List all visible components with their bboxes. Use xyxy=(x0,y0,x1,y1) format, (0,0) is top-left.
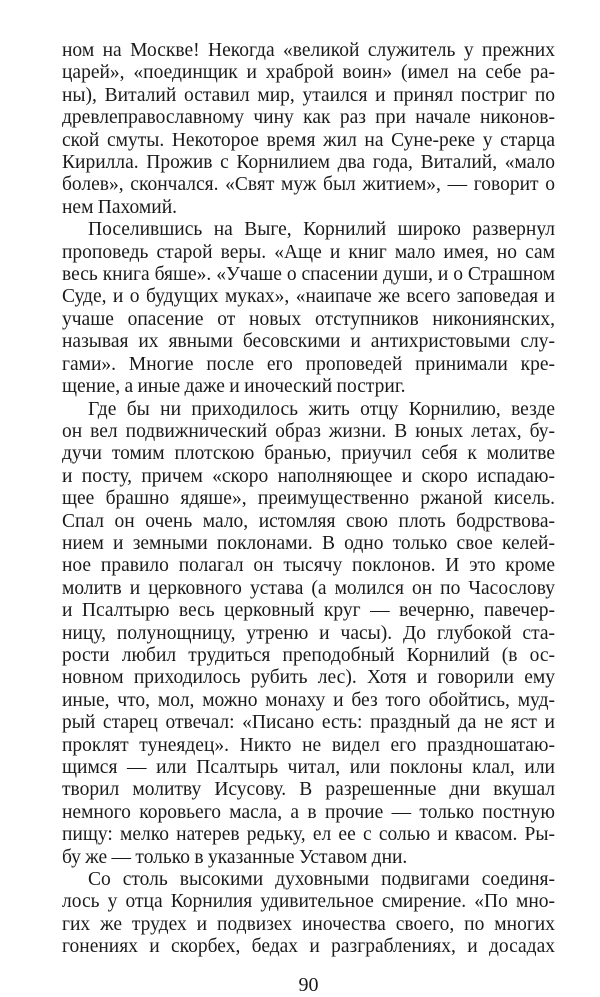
text-line: учаше опасение от новых отступников никониянских, xyxy=(62,308,555,330)
text-line: рости любил трудиться преподобный Корнилий (в ос- xyxy=(62,644,555,666)
text-line: ницу, полунощницу, утреню и часы). До глубокой ста- xyxy=(62,622,555,644)
text-line: немного коровьего масла, а в прочие — только постную xyxy=(62,801,555,823)
text-line: щее брашно ядяше», преимущественно ржаной кисель. xyxy=(62,488,555,510)
text-line: ном на Москве! Некогда «великой служитель у прежних xyxy=(62,40,555,61)
text-line: пищу: мелко натерев редьку, ел ее с солью и квасом. Ры- xyxy=(62,824,555,846)
text-line: новном приходилось рубить лес). Хотя и говорили ему xyxy=(62,667,555,689)
page-number: 90 xyxy=(298,973,319,996)
text-line: проповедь старой веры. «Аще и книг мало имея, но сам xyxy=(62,241,555,263)
text-line: творил молитву Исусову. В разрешенные дни вкушал xyxy=(62,779,555,801)
text-line: царей», «поединщик и храброй воин» (имел на себе ра- xyxy=(62,62,555,84)
text-line: весь книга бяше». «Учаше о спасении души, и о Страшном xyxy=(62,264,555,286)
paragraph xyxy=(62,399,555,870)
text-line: он вел подвижнический образ жизни. В юных летах, бу- xyxy=(62,420,555,442)
text-line: иные, что, мол, можно монаху и без того обойтись, муд- xyxy=(62,689,555,711)
text-line: ны), Виталий оставил мир, утаился и принял постриг по xyxy=(62,84,555,106)
text-line: гонениях и скорбех, бедах и разграблениях, и досадах xyxy=(62,936,555,958)
text-line: щение, а иные даже и иноческий постриг. xyxy=(62,376,406,398)
text-line: Суде, и о будущих муках», «наипаче же всего заповедая и xyxy=(62,286,555,308)
text-line: ное правило полагал он тысячу поклонов. И это кроме xyxy=(62,555,555,577)
text-line: Поселившись на Выге, Корнилий широко развернул xyxy=(88,219,555,241)
text-line: лось у отца Корнилия удивительное смирение. «По мно- xyxy=(62,891,555,913)
text-line: гих же трудех и подвизех иночества своего, по многих xyxy=(62,913,555,935)
text-line: нем Пахомий. xyxy=(62,196,178,218)
text-line: древлеправославному чину как раз при начале никонов- xyxy=(62,107,555,129)
text-line: нием и земными поклонами. В одно только свое келей- xyxy=(62,532,555,554)
body-text xyxy=(62,40,555,959)
text-line: гами». Многие после его проповедей принимали кре- xyxy=(62,353,555,375)
text-line: молитв и церковного устава (а молился он по Часослову xyxy=(62,577,555,599)
text-line: ской смуты. Некоторое время жил на Суне-реке у старца xyxy=(62,129,555,151)
paragraph xyxy=(62,869,555,959)
text-line: щимся — или Псалтырь читал, или поклоны клал, или xyxy=(62,757,555,778)
text-line: рый старец отвечал: «Писано есть: праздный да не яст и xyxy=(62,712,555,734)
text-line: Кирилла. Прожив с Корнилием два года, Виталий, «мало xyxy=(62,152,555,174)
text-line: проклят тунеядец». Никто не видел его праздношатаю- xyxy=(62,734,555,756)
text-line: Спал он очень мало, истомляя свою плоть бодрствова- xyxy=(62,510,555,532)
text-line: Со столь высокими духовными подвигами соединя- xyxy=(88,869,555,891)
text-line: и Псалтырю весь церковный круг — вечерню, павечер- xyxy=(62,600,555,622)
paragraph xyxy=(62,219,555,398)
text-line: и посту, причем «скоро наполняющее и скоро испадаю- xyxy=(62,465,555,487)
text-line: Где бы ни приходилось жить отцу Корнилию, везде xyxy=(88,398,555,420)
paragraph xyxy=(62,40,555,219)
text-line: бу же — только в указанные Уставом дни. xyxy=(62,846,408,868)
text-line: болев», скончался. «Свят муж был житием», — говорит о xyxy=(62,174,555,196)
text-line: называя их явными бесовскими и антихристовыми слу- xyxy=(62,331,555,353)
text-line: дучи томим плотскою бранью, приучил себя к молитве xyxy=(62,443,555,465)
